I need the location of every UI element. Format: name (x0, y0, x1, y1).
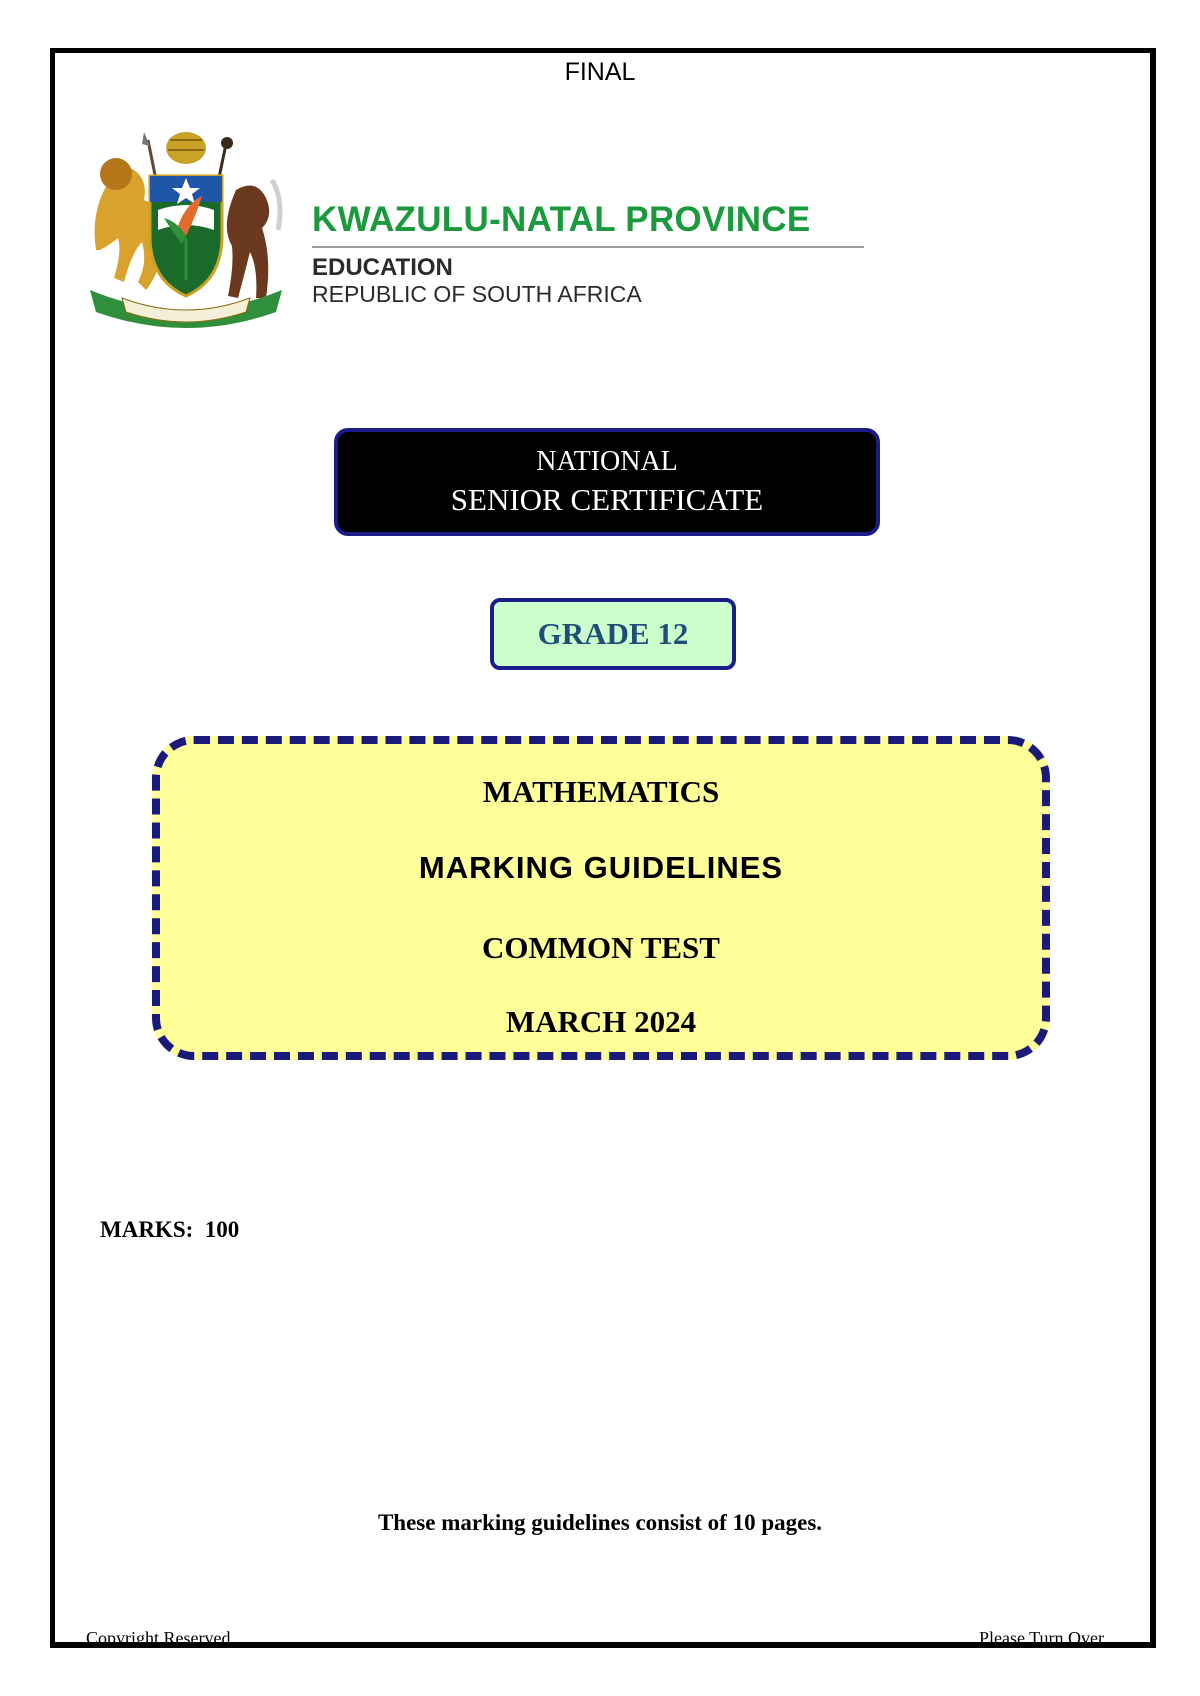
grade-badge: GRADE 12 (490, 598, 736, 670)
header-divider (312, 246, 864, 248)
department-name: EDUCATION (312, 254, 453, 281)
total-marks: MARKS: 100 (100, 1217, 240, 1242)
country-name: REPUBLIC OF SOUTH AFRICA (312, 281, 642, 307)
page-count-note: These marking guidelines consist of 10 pages. (377, 1510, 823, 1535)
certificate-line-senior: SENIOR CERTIFICATE (450, 482, 764, 517)
subject-title: MATHEMATICS (482, 774, 720, 809)
final-label: FINAL (564, 58, 636, 86)
document-type: MARKING GUIDELINES (418, 850, 784, 885)
subject-panel (152, 736, 1050, 1060)
footer-turn-over: Please Turn Over (979, 1628, 1104, 1648)
footer-copyright: Copyright Reserved (86, 1628, 231, 1648)
certificate-banner (334, 428, 880, 536)
assessment-name: COMMON TEST (482, 930, 720, 965)
coat-of-arms-icon (86, 130, 286, 328)
certificate-line-national: NATIONAL (536, 446, 678, 477)
assessment-date: MARCH 2024 (505, 1004, 697, 1039)
province-name: KWAZULU-NATAL PROVINCE (312, 200, 811, 239)
